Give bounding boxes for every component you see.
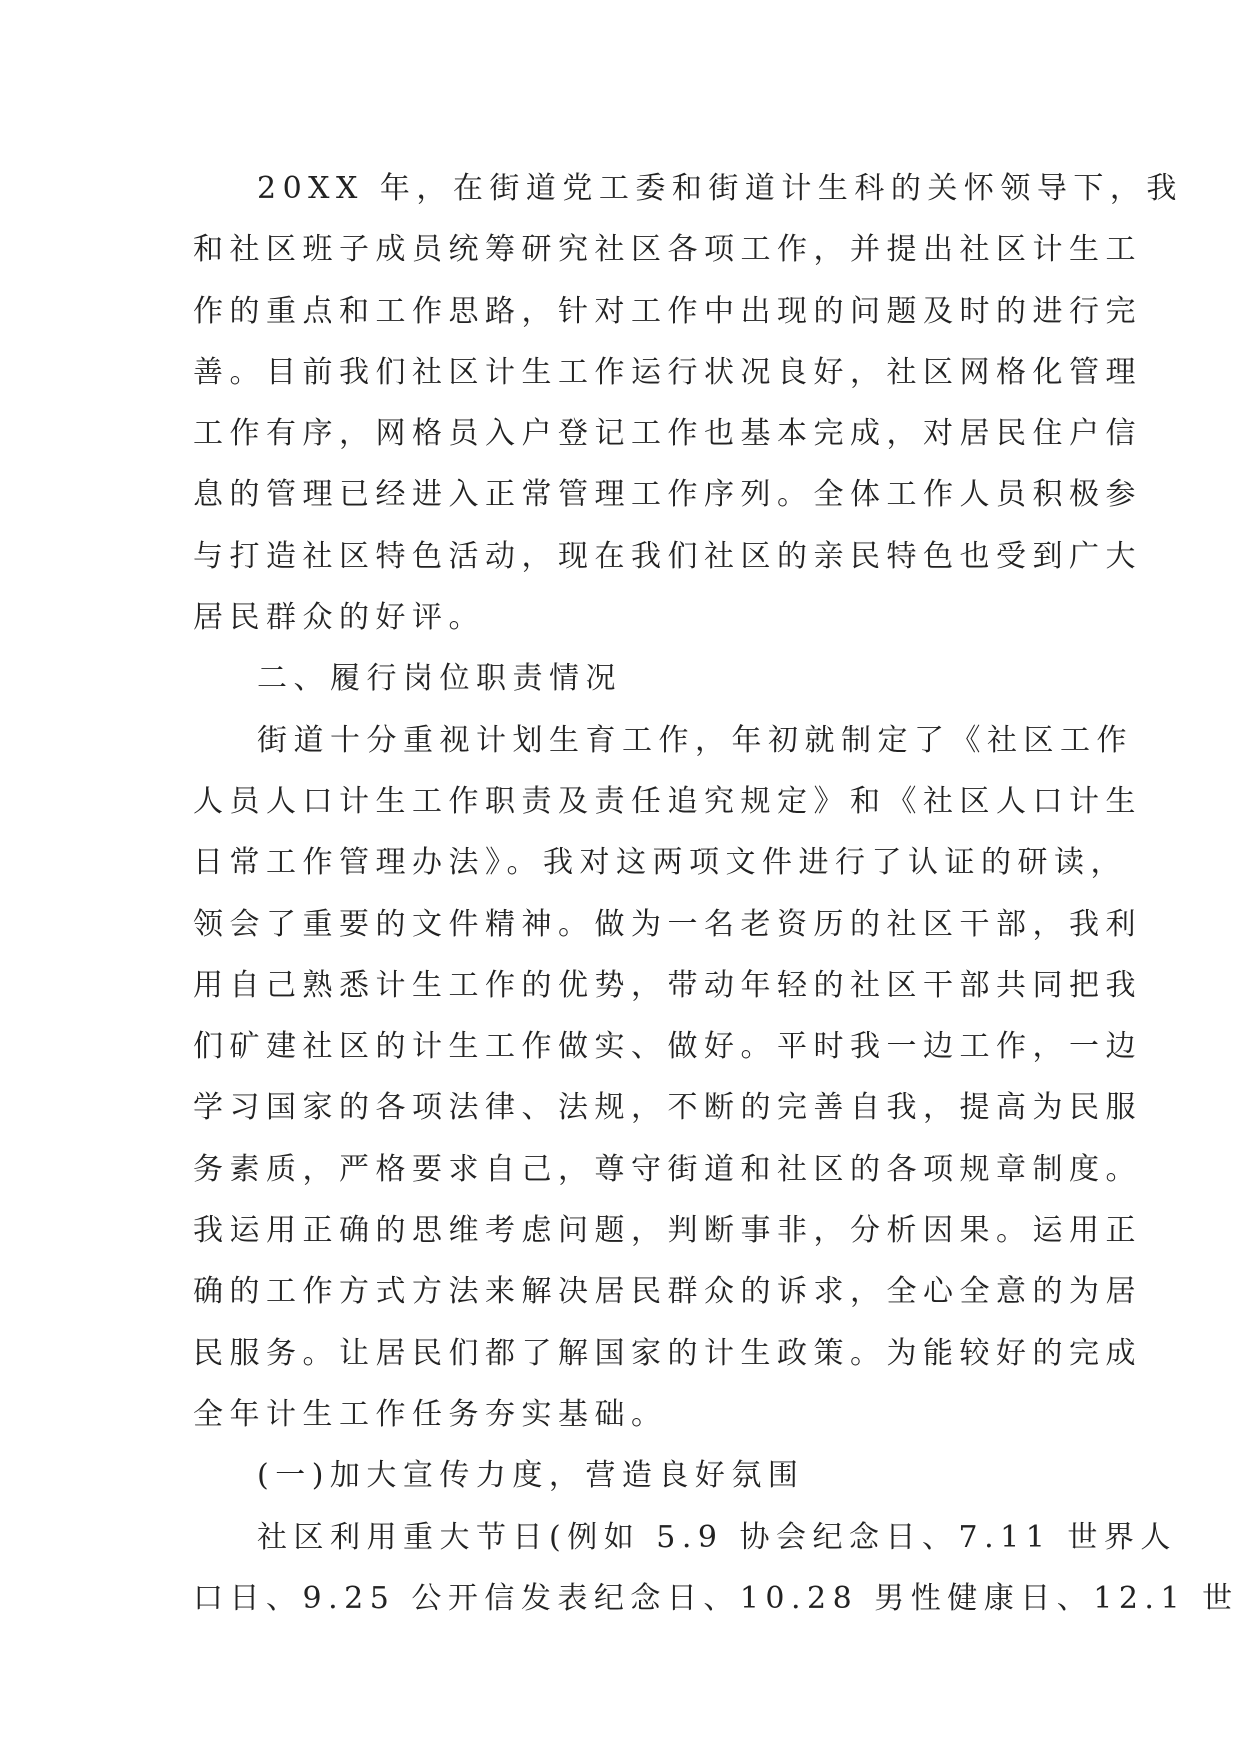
paragraph-line: 日常工作管理办法》。我对这两项文件进行了认证的研读， [193, 845, 1127, 881]
paragraph-line: 民服务。让居民们都了解国家的计生政策。为能较好的完成 [193, 1335, 1142, 1371]
section-heading: 二、履行岗位职责情况 [257, 661, 622, 697]
subsection-heading: (一)加大宣传力度，营造良好氛围 [257, 1458, 805, 1494]
paragraph-line: 们矿建社区的计生工作做实、做好。平时我一边工作，一边 [193, 1029, 1142, 1065]
paragraph-line: 确的工作方式方法来解决居民群众的诉求，全心全意的为居 [193, 1274, 1142, 1310]
paragraph-line: 我运用正确的思维考虑问题，判断事非，分析因果。运用正 [193, 1213, 1142, 1249]
paragraph-line: 息的管理已经进入正常管理工作序列。全体工作人员积极参 [193, 477, 1142, 513]
paragraph-line: 善。目前我们社区计生工作运行状况良好，社区网格化管理 [193, 354, 1142, 390]
paragraph-line: 社区利用重大节日(例如 5.9 协会纪念日、7.11 世界人 [257, 1519, 1177, 1555]
paragraph-line: 人员人口计生工作职责及责任追究规定》和《社区人口计生 [193, 783, 1142, 819]
paragraph-line: 用自己熟悉计生工作的优势，带动年轻的社区干部共同把我 [193, 967, 1142, 1003]
paragraph-line: 领会了重要的文件精神。做为一名老资历的社区干部，我利 [193, 906, 1142, 942]
paragraph-line: 街道十分重视计划生育工作，年初就制定了《社区工作 [257, 722, 1133, 758]
paragraph-line: 务素质，严格要求自己，尊守街道和社区的各项规章制度。 [193, 1151, 1142, 1187]
paragraph-line: 工作有序，网格员入户登记工作也基本完成，对居民住户信 [193, 416, 1142, 452]
paragraph-line: 和社区班子成员统筹研究社区各项工作，并提出社区计生工 [193, 232, 1142, 268]
paragraph-line: 居民群众的好评。 [193, 600, 485, 636]
paragraph-line: 全年计生工作任务夯实基础。 [193, 1396, 668, 1432]
paragraph-line: 与打造社区特色活动，现在我们社区的亲民特色也受到广大 [193, 538, 1142, 574]
paragraph-line: 学习国家的各项法律、法规，不断的完善自我，提高为民服 [193, 1090, 1142, 1126]
paragraph-line: 作的重点和工作思路，针对工作中出现的问题及时的进行完 [193, 293, 1142, 329]
document-body [193, 158, 1239, 1629]
paragraph-line: 口日、9.25 公开信发表纪念日、10.28 男性健康日、12.1 世 [193, 1580, 1239, 1616]
paragraph-line: 20XX 年，在街道党工委和街道计生科的关怀领导下，我 [257, 171, 1183, 206]
